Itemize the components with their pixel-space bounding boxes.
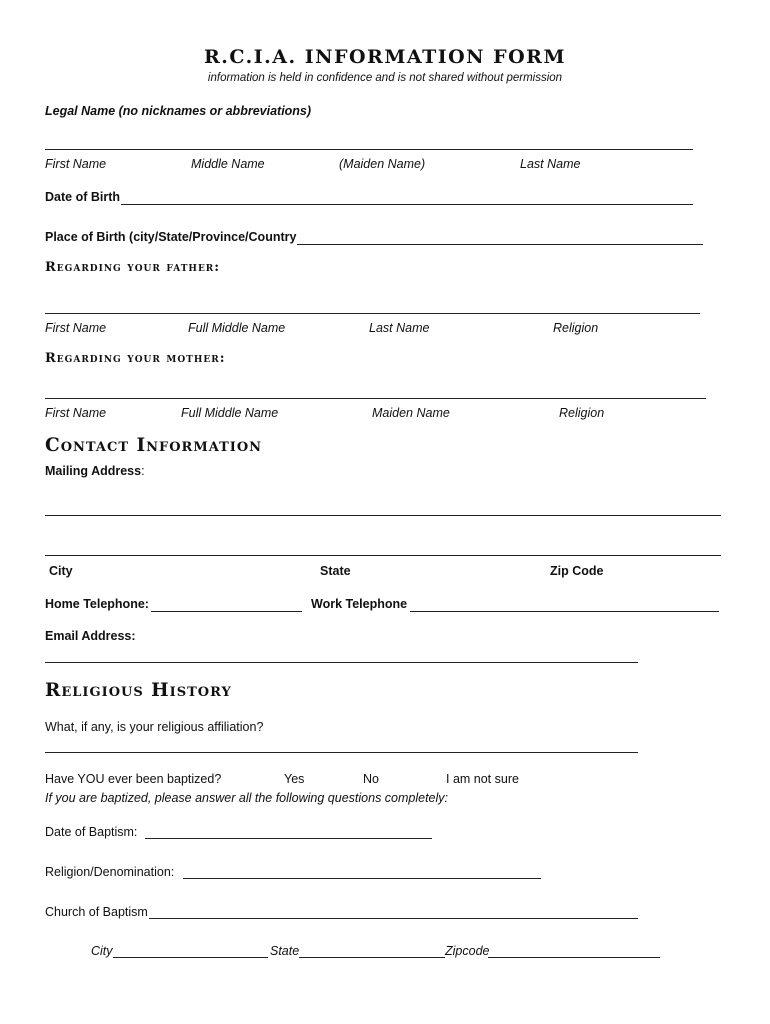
legal-first-name-label: First Name (45, 157, 107, 171)
baptism-date-label: Date of Baptism: (45, 825, 138, 839)
father-name-line[interactable] (45, 313, 700, 314)
mother-heading: Regarding your mother: (45, 351, 226, 366)
mother-religion-label: Religion (559, 406, 605, 420)
legal-last-name-label: Last Name (520, 157, 581, 171)
mother-name-line[interactable] (45, 398, 706, 399)
home-phone-field[interactable] (151, 611, 302, 612)
affiliation-question: What, if any, is your religious affiliation? (45, 720, 264, 734)
email-field[interactable] (45, 662, 638, 663)
mailing-address-label: Mailing Address: (45, 464, 145, 478)
mother-first-name-label: First Name (45, 406, 107, 420)
legal-name-line[interactable] (45, 149, 693, 150)
church-of-baptism-label: Church of Baptism (45, 905, 148, 919)
mother-maiden-name-label: Maiden Name (372, 406, 450, 420)
work-phone-label: Work Telephone (311, 597, 408, 611)
home-phone-label: Home Telephone: (45, 597, 149, 611)
denomination-label: Religion/Denomination: (45, 865, 175, 879)
affiliation-field[interactable] (45, 752, 638, 753)
baptism-date-field[interactable] (145, 838, 432, 839)
baptism-zip-field[interactable] (488, 957, 660, 958)
pob-label: Place of Birth (city/State/Province/Country (45, 230, 297, 244)
denomination-field[interactable] (183, 878, 541, 879)
baptism-state-label: State (270, 944, 300, 958)
baptism-city-label: City (91, 944, 113, 958)
baptized-yes-option[interactable]: Yes (284, 772, 305, 786)
legal-middle-name-label: Middle Name (191, 157, 265, 171)
legal-name-heading: Legal Name (no nicknames or abbreviations) (45, 104, 312, 118)
father-last-name-label: Last Name (369, 321, 430, 335)
contact-heading: Contact Information (45, 435, 263, 456)
mailing-address-line-2[interactable] (45, 555, 721, 556)
father-first-name-label: First Name (45, 321, 107, 335)
contact-state-label: State (320, 564, 351, 578)
baptism-instruction: If you are baptized, please answer all the following questions completely: (45, 791, 449, 805)
baptism-city-field[interactable] (113, 957, 268, 958)
baptized-unsure-option[interactable]: I am not sure (446, 772, 519, 786)
baptized-no-option[interactable]: No (363, 772, 379, 786)
baptism-state-field[interactable] (299, 957, 445, 958)
work-phone-field[interactable] (410, 611, 719, 612)
form-title: R.C.I.A. INFORMATION FORM (203, 46, 567, 68)
baptized-question: Have YOU ever been baptized? (45, 772, 222, 786)
father-middle-name-label: Full Middle Name (188, 321, 286, 335)
contact-city-label: City (49, 564, 73, 578)
mother-middle-name-label: Full Middle Name (181, 406, 279, 420)
father-heading: Regarding your father: (45, 260, 221, 275)
mailing-address-line-1[interactable] (45, 515, 721, 516)
dob-field[interactable] (121, 204, 693, 205)
form-subtitle: information is held in confidence and is not shared without permission (207, 72, 563, 84)
contact-zip-label: Zip Code (550, 564, 604, 578)
dob-label: Date of Birth (45, 190, 120, 204)
father-religion-label: Religion (553, 321, 599, 335)
pob-field[interactable] (297, 244, 703, 245)
church-of-baptism-field[interactable] (149, 918, 638, 919)
baptism-zip-label: Zipcode (445, 944, 490, 958)
email-label: Email Address: (45, 629, 136, 643)
legal-maiden-name-label: (Maiden Name) (339, 157, 426, 171)
religious-history-heading: Religious History (45, 680, 232, 701)
